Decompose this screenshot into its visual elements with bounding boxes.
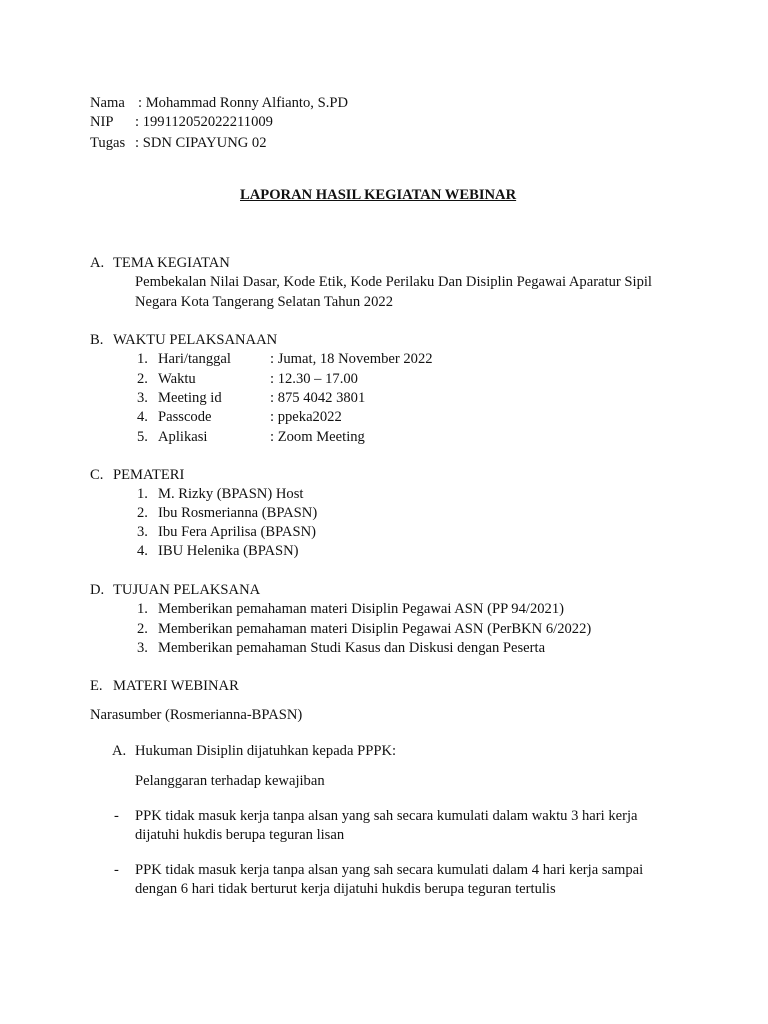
nip-value: : 199112052022211009 bbox=[135, 114, 273, 130]
list-item-number: 3. bbox=[137, 640, 148, 656]
list-item-label: Hari/tanggal bbox=[158, 351, 231, 367]
section-e-heading: MATERI WEBINAR bbox=[113, 678, 239, 694]
section-a-text-line1: Pembekalan Nilai Dasar, Kode Etik, Kode Perilaku Dan Disiplin Pegawai Aparatur Sipil bbox=[135, 274, 652, 290]
section-d-marker: D. bbox=[90, 582, 105, 598]
section-c-marker: C. bbox=[90, 467, 104, 483]
bullet-text-line2: dengan 6 hari tidak berturut kerja dijatuhi hukdis berupa teguran tertulis bbox=[135, 881, 556, 897]
bullet-text-line1: PPK tidak masuk kerja tanpa alsan yang sah secara kumulati dalam 4 hari kerja sampai bbox=[135, 862, 644, 878]
section-a-text-line2: Negara Kota Tangerang Selatan Tahun 2022 bbox=[135, 294, 393, 310]
list-item-number: 2. bbox=[137, 621, 148, 637]
section-b-heading: WAKTU PELAKSANAAN bbox=[113, 332, 278, 348]
subsection-a-text: Pelanggaran terhadap kewajiban bbox=[135, 773, 325, 789]
section-a-marker: A. bbox=[90, 255, 105, 271]
list-item-text: Memberikan pemahaman Studi Kasus dan Diskusi dengan Peserta bbox=[158, 640, 546, 656]
list-item-value: : ppeka2022 bbox=[270, 409, 342, 425]
list-item-number: 1. bbox=[137, 601, 148, 617]
list-item-number: 5. bbox=[137, 429, 148, 445]
list-item-text: Memberikan pemahaman materi Disiplin Pegawai ASN (PerBKN 6/2022) bbox=[158, 621, 592, 637]
list-item-label: Passcode bbox=[158, 409, 212, 425]
list-item-label: Aplikasi bbox=[158, 429, 208, 445]
list-item-text: Memberikan pemahaman materi Disiplin Pegawai ASN (PP 94/2021) bbox=[158, 601, 564, 617]
list-item-value: : 12.30 – 17.00 bbox=[270, 371, 358, 387]
bullet-dash: - bbox=[114, 862, 119, 878]
list-item-number: 1. bbox=[137, 486, 148, 502]
list-item-number: 1. bbox=[137, 351, 148, 367]
section-a-heading: TEMA KEGIATAN bbox=[113, 255, 230, 271]
list-item-value: : Zoom Meeting bbox=[270, 429, 365, 445]
list-item-value: : Jumat, 18 November 2022 bbox=[270, 351, 433, 367]
document-title: LAPORAN HASIL KEGIATAN WEBINAR bbox=[240, 187, 517, 203]
nama-value: : Mohammad Ronny Alfianto, S.PD bbox=[138, 95, 348, 111]
list-item-value: : 875 4042 3801 bbox=[270, 390, 366, 406]
tugas-value: : SDN CIPAYUNG 02 bbox=[135, 135, 267, 151]
list-item-text: M. Rizky (BPASN) Host bbox=[158, 486, 304, 502]
section-c-heading: PEMATERI bbox=[113, 467, 185, 483]
bullet-text-line2: dijatuhi hukdis berupa teguran lisan bbox=[135, 827, 345, 843]
tugas-label: Tugas bbox=[90, 135, 126, 151]
list-item-label: Meeting id bbox=[158, 390, 222, 406]
list-item-label: Waktu bbox=[158, 371, 196, 387]
bullet-text-line1: PPK tidak masuk kerja tanpa alsan yang sah secara kumulati dalam waktu 3 hari kerja bbox=[135, 808, 638, 824]
list-item-number: 2. bbox=[137, 505, 148, 521]
subsection-a-marker: A. bbox=[112, 743, 127, 759]
list-item-number: 3. bbox=[137, 524, 148, 540]
list-item-number: 3. bbox=[137, 390, 148, 406]
section-e-marker: E. bbox=[90, 678, 103, 694]
list-item-number: 2. bbox=[137, 371, 148, 387]
list-item-text: IBU Helenika (BPASN) bbox=[158, 543, 299, 559]
list-item-text: Ibu Fera Aprilisa (BPASN) bbox=[158, 524, 316, 540]
subsection-a-heading: Hukuman Disiplin dijatuhkan kepada PPPK: bbox=[135, 743, 397, 759]
list-item-number: 4. bbox=[137, 409, 148, 425]
list-item-text: Ibu Rosmerianna (BPASN) bbox=[158, 505, 318, 521]
narasumber-line: Narasumber (Rosmerianna-BPASN) bbox=[90, 707, 303, 723]
nama-label: Nama bbox=[90, 95, 125, 111]
bullet-dash: - bbox=[114, 808, 119, 824]
section-d-heading: TUJUAN PELAKSANA bbox=[113, 582, 261, 598]
nip-label: NIP bbox=[90, 114, 114, 130]
list-item-number: 4. bbox=[137, 543, 148, 559]
section-b-marker: B. bbox=[90, 332, 104, 348]
